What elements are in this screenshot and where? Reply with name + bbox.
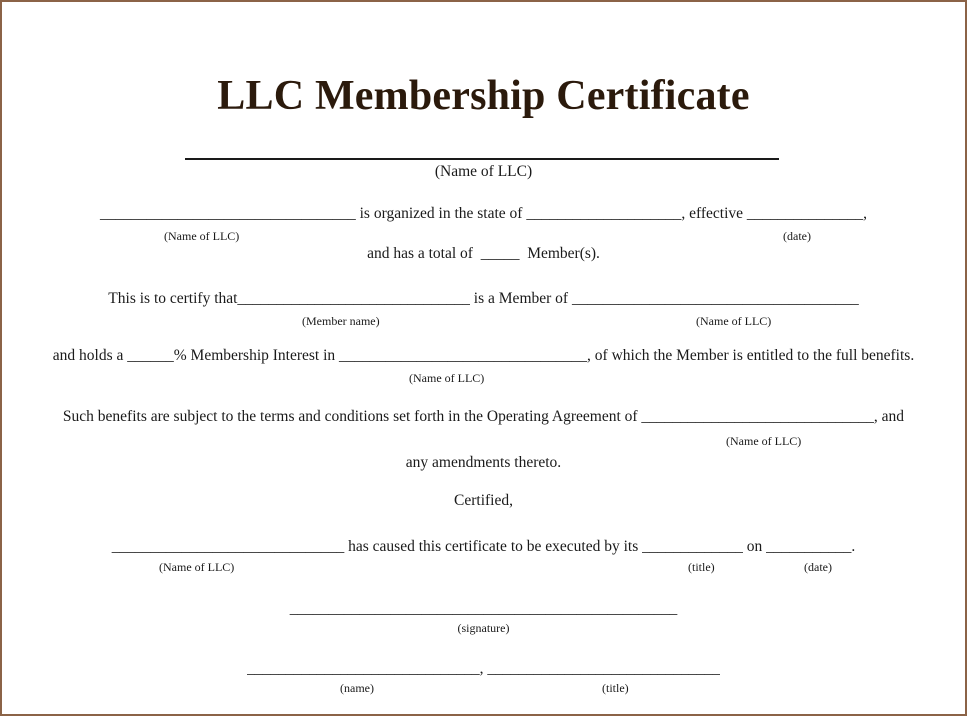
organized-llc-caption: (Name of LLC) (164, 229, 240, 243)
interest-llc-caption: (Name of LLC) (409, 371, 485, 385)
certificate-title: LLC Membership Certificate (217, 73, 750, 119)
organized-date-caption: (date) (783, 229, 811, 243)
member-total-line: and has a total of _____ Member(s). (367, 245, 600, 262)
name-title-line: ______________________________, ______________________________ (247, 660, 720, 677)
name-caption: (name) (340, 681, 374, 695)
title-caption: (title) (602, 681, 629, 695)
benefits-line: Such benefits are subject to the terms and conditions set forth in the Operating Agreement of ______________________________, and (62, 408, 905, 425)
organized-line: _________________________________ is organized in the state of ____________________, effective _______________, (99, 205, 868, 222)
executed-date-caption: (date) (804, 560, 832, 574)
executed-llc-caption: (Name of LLC) (159, 560, 235, 574)
signature-line: __________________________________________________ (289, 600, 678, 617)
executed-line: ______________________________ has caused this certificate to be executed by its _____________ on ___________. (111, 538, 856, 555)
executed-title-caption: (title) (688, 560, 715, 574)
certify-line: This is to certify that______________________________ is a Member of _____________________________________ (108, 290, 859, 307)
certify-llc-caption: (Name of LLC) (696, 314, 772, 328)
certified-label: Certified, (454, 492, 513, 509)
interest-line: and holds a ______% Membership Interest in ________________________________, of which the Member is entitled to the full benefits. (52, 347, 915, 364)
llc-name-caption: (Name of LLC) (434, 163, 533, 180)
benefits-llc-caption: (Name of LLC) (726, 434, 802, 448)
amendments-line: any amendments thereto. (405, 454, 562, 471)
llc-name-line (185, 158, 779, 160)
signature-caption: (signature) (457, 621, 510, 635)
member-name-caption: (Member name) (302, 314, 380, 328)
